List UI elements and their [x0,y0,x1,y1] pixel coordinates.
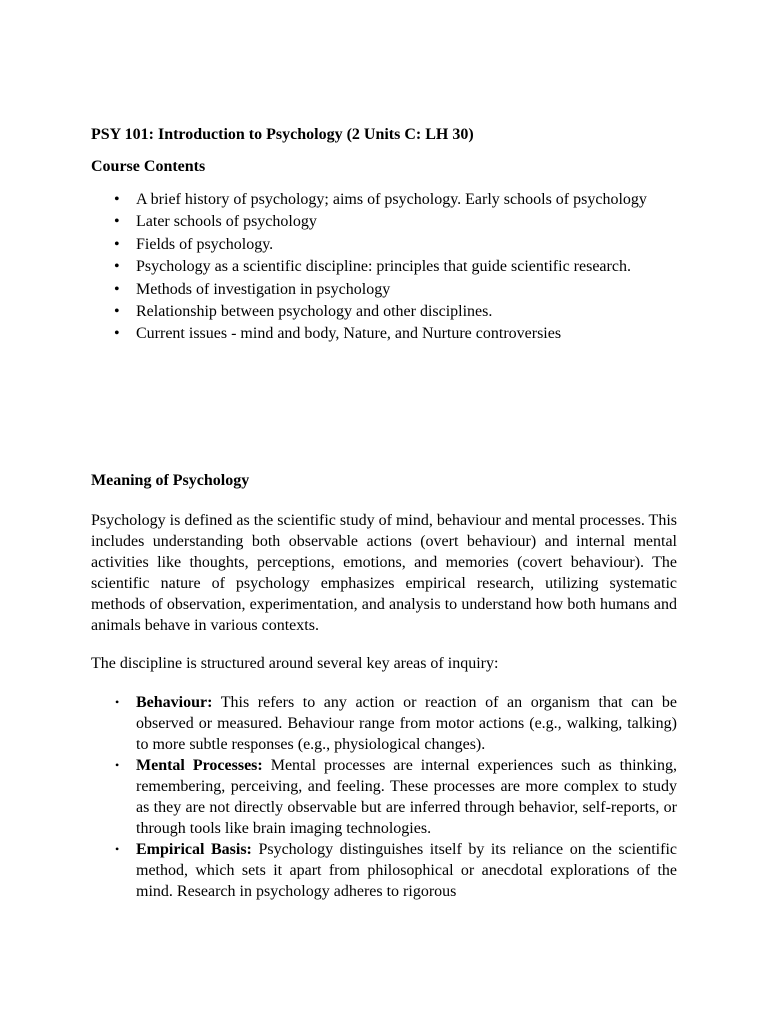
list-item: • Fields of psychology. [136,234,656,256]
area-term: Empirical Basis: [136,841,252,858]
area-term: Behaviour: [136,694,213,711]
area-text: This refers to any action or reaction of an organism that can be observed or measured. Behaviour range from motor actions (e.g., walking, talking) to more subtle responses (e.g., physiological changes). [136,694,677,753]
list-item: • Relationship between psychology and other disciplines. [136,301,656,323]
area-term: Mental Processes: [136,757,263,774]
areas-list [136,692,677,902]
areas-intro-paragraph: The discipline is structured around several key areas of inquiry: [91,655,499,672]
list-item: • Psychology as a scientific discipline: principles that guide scientific research. [136,256,656,278]
area-text: Psychology distinguishes itself by its reliance on the scientific method, which sets it apart from philosophical or anecdotal explorations of the mind. Research in psychology adheres to rigorous [136,841,677,900]
list-item: • Current issues - mind and body, Nature, and Nurture controversies [136,323,656,345]
area-text: Mental processes are internal experiences such as thinking, remembering, perceiving, and feeling. These processes are more complex to study as they are not directly observable but are inferred through behavior, self-reports, or through tools like brain imaging technologies. [136,757,678,837]
meaning-heading: Meaning of Psychology [91,472,250,489]
list-item: • A brief history of psychology; aims of psychology. Early schools of psychology [136,189,656,211]
list-item [136,839,677,902]
list-item: • Later schools of psychology [136,211,656,233]
course-title: PSY 101: Introduction to Psychology (2 Units C: LH 30) [91,126,474,143]
list-item [136,692,677,755]
course-contents-heading: Course Contents [91,158,206,175]
list-item: • Methods of investigation in psychology [136,279,656,301]
meaning-paragraph: Psychology is defined as the scientific study of mind, behaviour and mental processes. This includes understanding both observable actions (overt behaviour) and internal mental activities like thoughts, perceptions, emotions, and memories (covert behaviour). The scientific nature of psychology emphasizes empirical research, utilizing systematic methods of observation, experimentation, and analysis to understand how both humans and animals behave in various contexts. [91,512,677,634]
list-item [136,755,677,839]
course-contents-list [136,189,656,346]
